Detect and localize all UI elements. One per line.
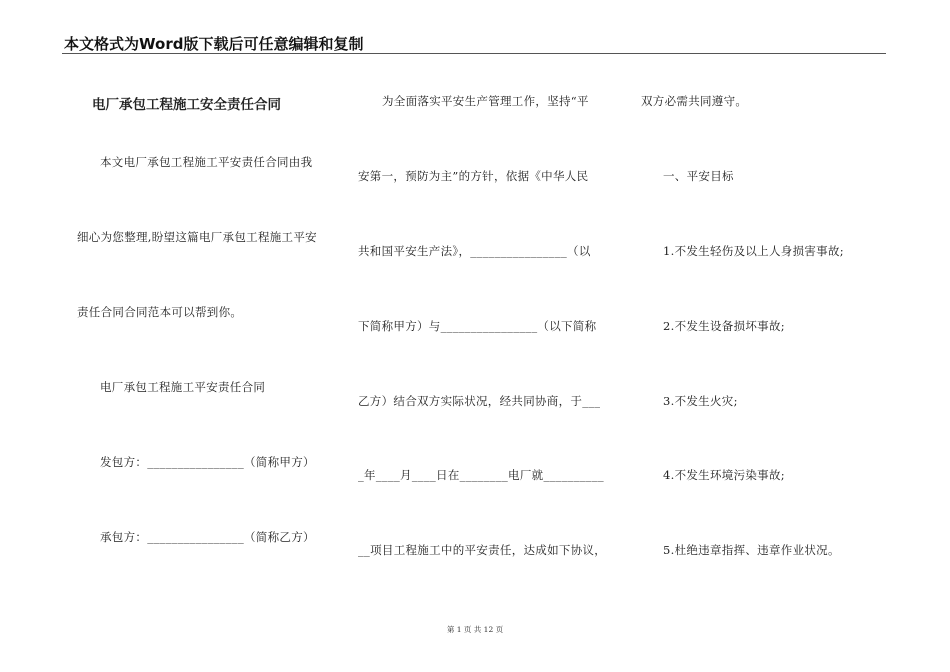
contract-title: 电厂承包工程施工安全责任合同 [92,97,281,113]
employer-line: 发包方：________________（简称甲方） [100,455,315,469]
text-line: 电厂承包工程施工平安责任合同 [100,380,266,394]
list-item: 4.不发生环境污染事故; [663,468,785,482]
text-line: 乙方）结合双方实际状况，经共同协商，于___ [358,394,601,408]
list-item: 5.杜绝违章指挥、违章作业状况。 [663,543,840,557]
text-line: 为全面落实平安生产管理工作，坚持“平 [382,94,589,108]
text-line: 双方必需共同遵守。 [641,94,748,108]
section-heading: 一、平安目标 [663,169,734,183]
header-divider [62,53,886,54]
list-item: 2.不发生设备损坏事故; [663,319,785,333]
text-line: __项目工程施工中的平安责任，达成如下协议， [358,543,607,557]
text-line: 细心为您整理,盼望这篇电厂承包工程施工平安 [77,230,317,244]
text-line: 下简称甲方）与________________（以下简称 [358,319,597,333]
text-line: 本文电厂承包工程施工平安责任合同由我 [100,155,313,169]
list-item: 1.不发生轻伤及以上人身损害事故; [663,244,844,258]
document-header: 本文格式为Word版下载后可任意编辑和复制 [64,35,364,53]
contractor-line: 承包方：________________（简称乙方） [100,530,315,544]
page-number: 第 1 页 共 12 页 [446,625,504,634]
text-line: 共和国平安生产法》，________________（以 [358,244,591,258]
list-item: 3.不发生火灾; [663,394,738,408]
text-line: 责任合同合同范本可以帮到你。 [77,305,243,319]
text-line: _年____月____日在________电厂就__________ [358,468,604,482]
text-line: 安第一，预防为主”的方针，依据《中华人民 [358,169,589,183]
